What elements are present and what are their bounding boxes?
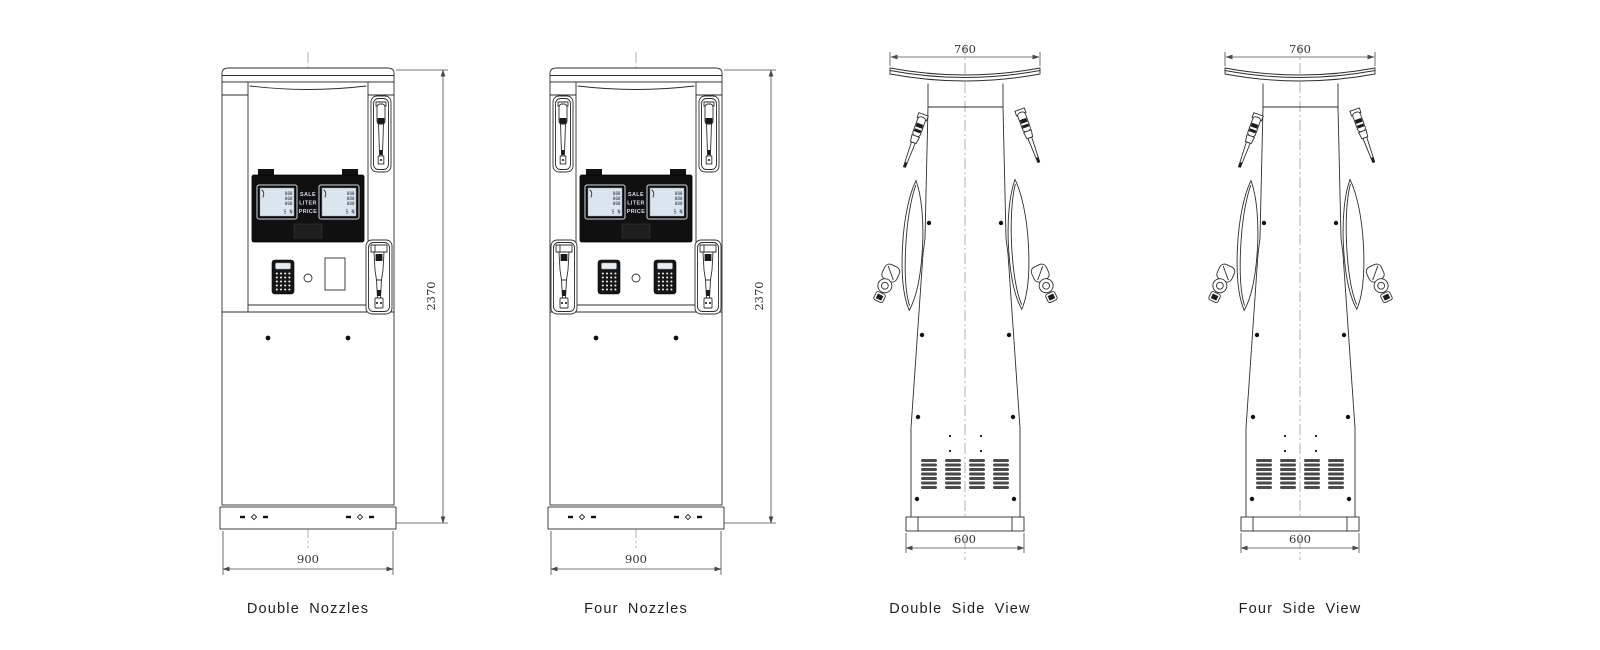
nozzle-boot-icon — [1234, 180, 1261, 311]
svg-text:PRICE: PRICE — [626, 209, 646, 215]
canopy-neck — [928, 84, 1003, 107]
nozzle-boot-icon — [695, 240, 721, 314]
caption-four-nozzles: Four Nozzles — [584, 601, 688, 617]
svg-text:SALE: SALE — [300, 192, 316, 198]
dim-label-top: 760 — [1289, 42, 1311, 56]
screw — [266, 336, 271, 341]
lcd-row: 000 — [284, 197, 293, 202]
nozzle-boot-icon — [551, 240, 577, 314]
svg-text:LITER: LITER — [299, 200, 317, 207]
nozzle-icon — [1235, 113, 1264, 169]
svg-text:LITER: LITER — [627, 200, 645, 207]
top-cap — [222, 68, 394, 82]
view-four-nozzles — [548, 52, 776, 617]
caption-double-nozzles: Double Nozzles — [246, 601, 370, 617]
lcd-row: 888 — [674, 192, 683, 197]
body-right-edge — [1338, 107, 1355, 517]
display-panel — [252, 169, 364, 242]
screw — [674, 336, 679, 341]
svg-text:PRICE: PRICE — [298, 209, 318, 215]
body-left-edge — [911, 107, 928, 517]
nozzle-grip-icon — [870, 262, 901, 304]
nozzle-icon — [553, 96, 573, 172]
dimension-top — [1225, 42, 1375, 66]
caption-four-side: Four Side View — [1238, 601, 1362, 617]
body-right-edge — [1003, 107, 1020, 517]
dim-label-base: 600 — [954, 532, 976, 546]
base-plinth — [220, 507, 396, 529]
nozzle-icon — [1015, 108, 1044, 164]
canopy-neck — [1263, 84, 1338, 107]
body-left-edge — [1246, 107, 1263, 517]
nozzle-icon — [900, 113, 929, 169]
dim-label-height: 2370 — [424, 281, 438, 311]
svg-text:SALE: SALE — [628, 192, 644, 198]
nozzle-icon — [371, 96, 391, 172]
dim-label-base: 600 — [1289, 532, 1311, 546]
lcd-row: 000 — [346, 197, 355, 202]
keypad — [272, 260, 294, 294]
dimension-top — [890, 42, 1040, 66]
dim-label-width: 900 — [297, 552, 319, 566]
nozzle-boot-icon — [1005, 179, 1032, 310]
nozzle-grip-icon — [1030, 262, 1061, 304]
lcd-row: 000 — [612, 197, 621, 202]
dim-label-width: 900 — [625, 552, 647, 566]
screw — [346, 336, 351, 341]
lcd-bottom: S N — [345, 209, 355, 216]
top-cap — [550, 68, 722, 82]
screw — [594, 336, 599, 341]
lcd-bottom: S N — [611, 209, 621, 216]
dimension-base — [906, 532, 1024, 553]
display-label — [299, 192, 317, 215]
display-panel — [580, 169, 692, 242]
view-double-side — [870, 42, 1060, 617]
lcd-bottom: S N — [283, 209, 293, 216]
base-plinth — [1241, 517, 1359, 531]
dim-label-top: 760 — [954, 42, 976, 56]
base-plinth — [906, 517, 1024, 531]
lcd-row: 000 — [674, 202, 683, 207]
nozzle-grip-icon — [1205, 262, 1236, 304]
lcd-row: 000 — [674, 197, 683, 202]
nozzle-boot-icon — [1340, 179, 1367, 310]
card-slot — [325, 258, 345, 290]
keypad — [598, 260, 620, 294]
dimension-base — [1241, 532, 1359, 553]
lcd-row: 000 — [284, 202, 293, 207]
nozzle-boot-icon — [899, 180, 926, 311]
dim-label-height: 2370 — [752, 281, 766, 311]
lcd-row: 888 — [284, 192, 293, 197]
view-four-side — [1205, 42, 1395, 617]
lcd-screen — [257, 185, 297, 219]
view-double-nozzles — [220, 52, 448, 617]
dimension-height — [724, 70, 776, 523]
lcd-row: 888 — [346, 192, 355, 197]
lcd-screen — [647, 185, 687, 219]
lcd-screen — [585, 185, 625, 219]
dimension-height — [396, 70, 448, 523]
nozzle-icon — [699, 96, 719, 172]
nozzle-grip-icon — [1365, 262, 1396, 304]
lcd-bottom: S N — [673, 209, 683, 216]
lock-hole — [632, 274, 640, 282]
display-label — [627, 192, 645, 215]
keypad — [654, 260, 676, 294]
lock-hole — [304, 274, 312, 282]
lcd-screen — [319, 185, 359, 219]
lcd-row: 888 — [612, 192, 621, 197]
lcd-row: 000 — [612, 202, 621, 207]
nozzle-boot-icon — [366, 240, 392, 314]
lcd-row: 000 — [346, 202, 355, 207]
caption-double-side: Double Side View — [889, 601, 1031, 617]
base-plinth — [548, 507, 724, 529]
nozzle-icon — [1350, 108, 1379, 164]
